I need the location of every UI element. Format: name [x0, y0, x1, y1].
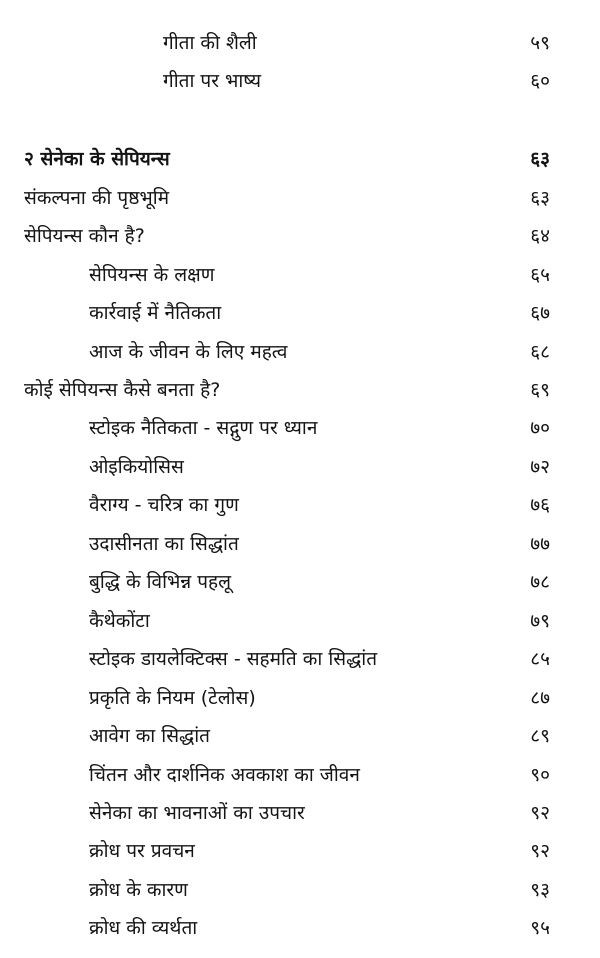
toc-entry-title: वैराग्य - चरित्र का गुण — [89, 494, 239, 516]
toc-entry-page: ९२ — [530, 802, 550, 824]
toc-entry-page: ६४ — [530, 225, 550, 247]
toc-entry — [0, 486, 600, 524]
toc-entry-title: सेपियन्स के लक्षण — [89, 264, 215, 286]
toc-entry-title: क्रोध की व्यर्थता — [89, 917, 198, 939]
toc-entry — [0, 563, 600, 601]
toc-entry-title: २ सेनेका के सेपियन्स — [24, 148, 170, 170]
toc-entry-title: गीता पर भाष्य — [163, 70, 262, 92]
toc-entry — [0, 525, 600, 563]
toc-entry-page: ७७ — [530, 533, 550, 555]
toc-entry — [0, 756, 600, 794]
toc-entry-page: ७० — [530, 417, 550, 439]
toc-entry — [0, 24, 600, 62]
toc-entry — [0, 794, 600, 832]
toc-entry-title: कोई सेपियन्स कैसे बनता है? — [24, 379, 221, 401]
toc-entry-page: ६० — [530, 70, 550, 92]
toc-entry-title: कैथेकोंटा — [89, 610, 150, 632]
toc-entry-page: ५९ — [530, 32, 550, 54]
toc-entry-page: ८५ — [530, 648, 550, 670]
toc-entry-page: ९३ — [530, 879, 550, 901]
toc-entry-title: कार्रवाई में नैतिकता — [89, 302, 222, 324]
toc-entry-page: ६८ — [530, 341, 550, 363]
toc-entry — [0, 217, 600, 255]
toc-entry-page: ९० — [530, 764, 550, 786]
toc-chapter-heading — [0, 140, 600, 178]
toc-entry-title: चिंतन और दार्शनिक अवकाश का जीवन — [89, 764, 360, 786]
toc-entry — [0, 909, 600, 947]
toc-entry-page: ६३ — [530, 148, 550, 170]
toc-entry — [0, 256, 600, 294]
toc-entry — [0, 717, 600, 755]
toc-entry-title: क्रोध के कारण — [89, 879, 188, 901]
toc-entry-page: ६३ — [530, 187, 550, 209]
toc-entry-title: सेपियन्स कौन है? — [24, 225, 145, 247]
toc-entry — [0, 333, 600, 371]
toc-entry-page: ७२ — [530, 456, 550, 478]
toc-entry — [0, 448, 600, 486]
toc-entry-title: उदासीनता का सिद्धांत — [89, 533, 239, 555]
toc-entry — [0, 371, 600, 409]
toc-entry — [0, 832, 600, 870]
toc-entry-title: आवेग का सिद्धांत — [89, 725, 210, 747]
toc-entry-title: बुद्धि के विभिन्न पहलू — [89, 571, 232, 593]
toc-entry-page: ८७ — [530, 687, 550, 709]
toc-entry-title: संकल्पना की पृष्ठभूमि — [24, 187, 170, 209]
toc-entry-title: स्टोइक डायलेक्टिक्स - सहमति का सिद्धांत — [89, 648, 378, 670]
toc-entry-page: ६९ — [530, 379, 550, 401]
toc-entry — [0, 640, 600, 678]
toc-entry-page: ६७ — [530, 302, 550, 324]
toc-entry — [0, 871, 600, 909]
toc-entry-title: आज के जीवन के लिए महत्व — [89, 341, 288, 363]
toc-entry — [0, 602, 600, 640]
toc-entry-page: ७९ — [530, 610, 550, 632]
toc-entry-title: क्रोध पर प्रवचन — [89, 840, 195, 862]
toc-entry — [0, 409, 600, 447]
toc-entry-page: ९५ — [530, 917, 550, 939]
toc-entry-page: ९२ — [530, 840, 550, 862]
toc-entry-title: स्टोइक नैतिकता - सद्गुण पर ध्यान — [89, 417, 318, 439]
toc-entry-page: ६५ — [530, 264, 550, 286]
toc-entry-title: सेनेका का भावनाओं का उपचार — [89, 802, 305, 824]
toc-entry — [0, 62, 600, 100]
toc-entry — [0, 294, 600, 332]
toc-entry-title: गीता की शैली — [163, 32, 257, 54]
toc-entry — [0, 679, 600, 717]
toc-entry-page: ७६ — [530, 494, 550, 516]
toc-entry — [0, 179, 600, 217]
toc-entry-title: प्रकृति के नियम (टेलोस) — [89, 687, 256, 709]
toc-entry-title: ओइकियोसिस — [89, 456, 184, 478]
toc-entry-page: ८९ — [530, 725, 550, 747]
toc-entry-page: ७८ — [530, 571, 550, 593]
